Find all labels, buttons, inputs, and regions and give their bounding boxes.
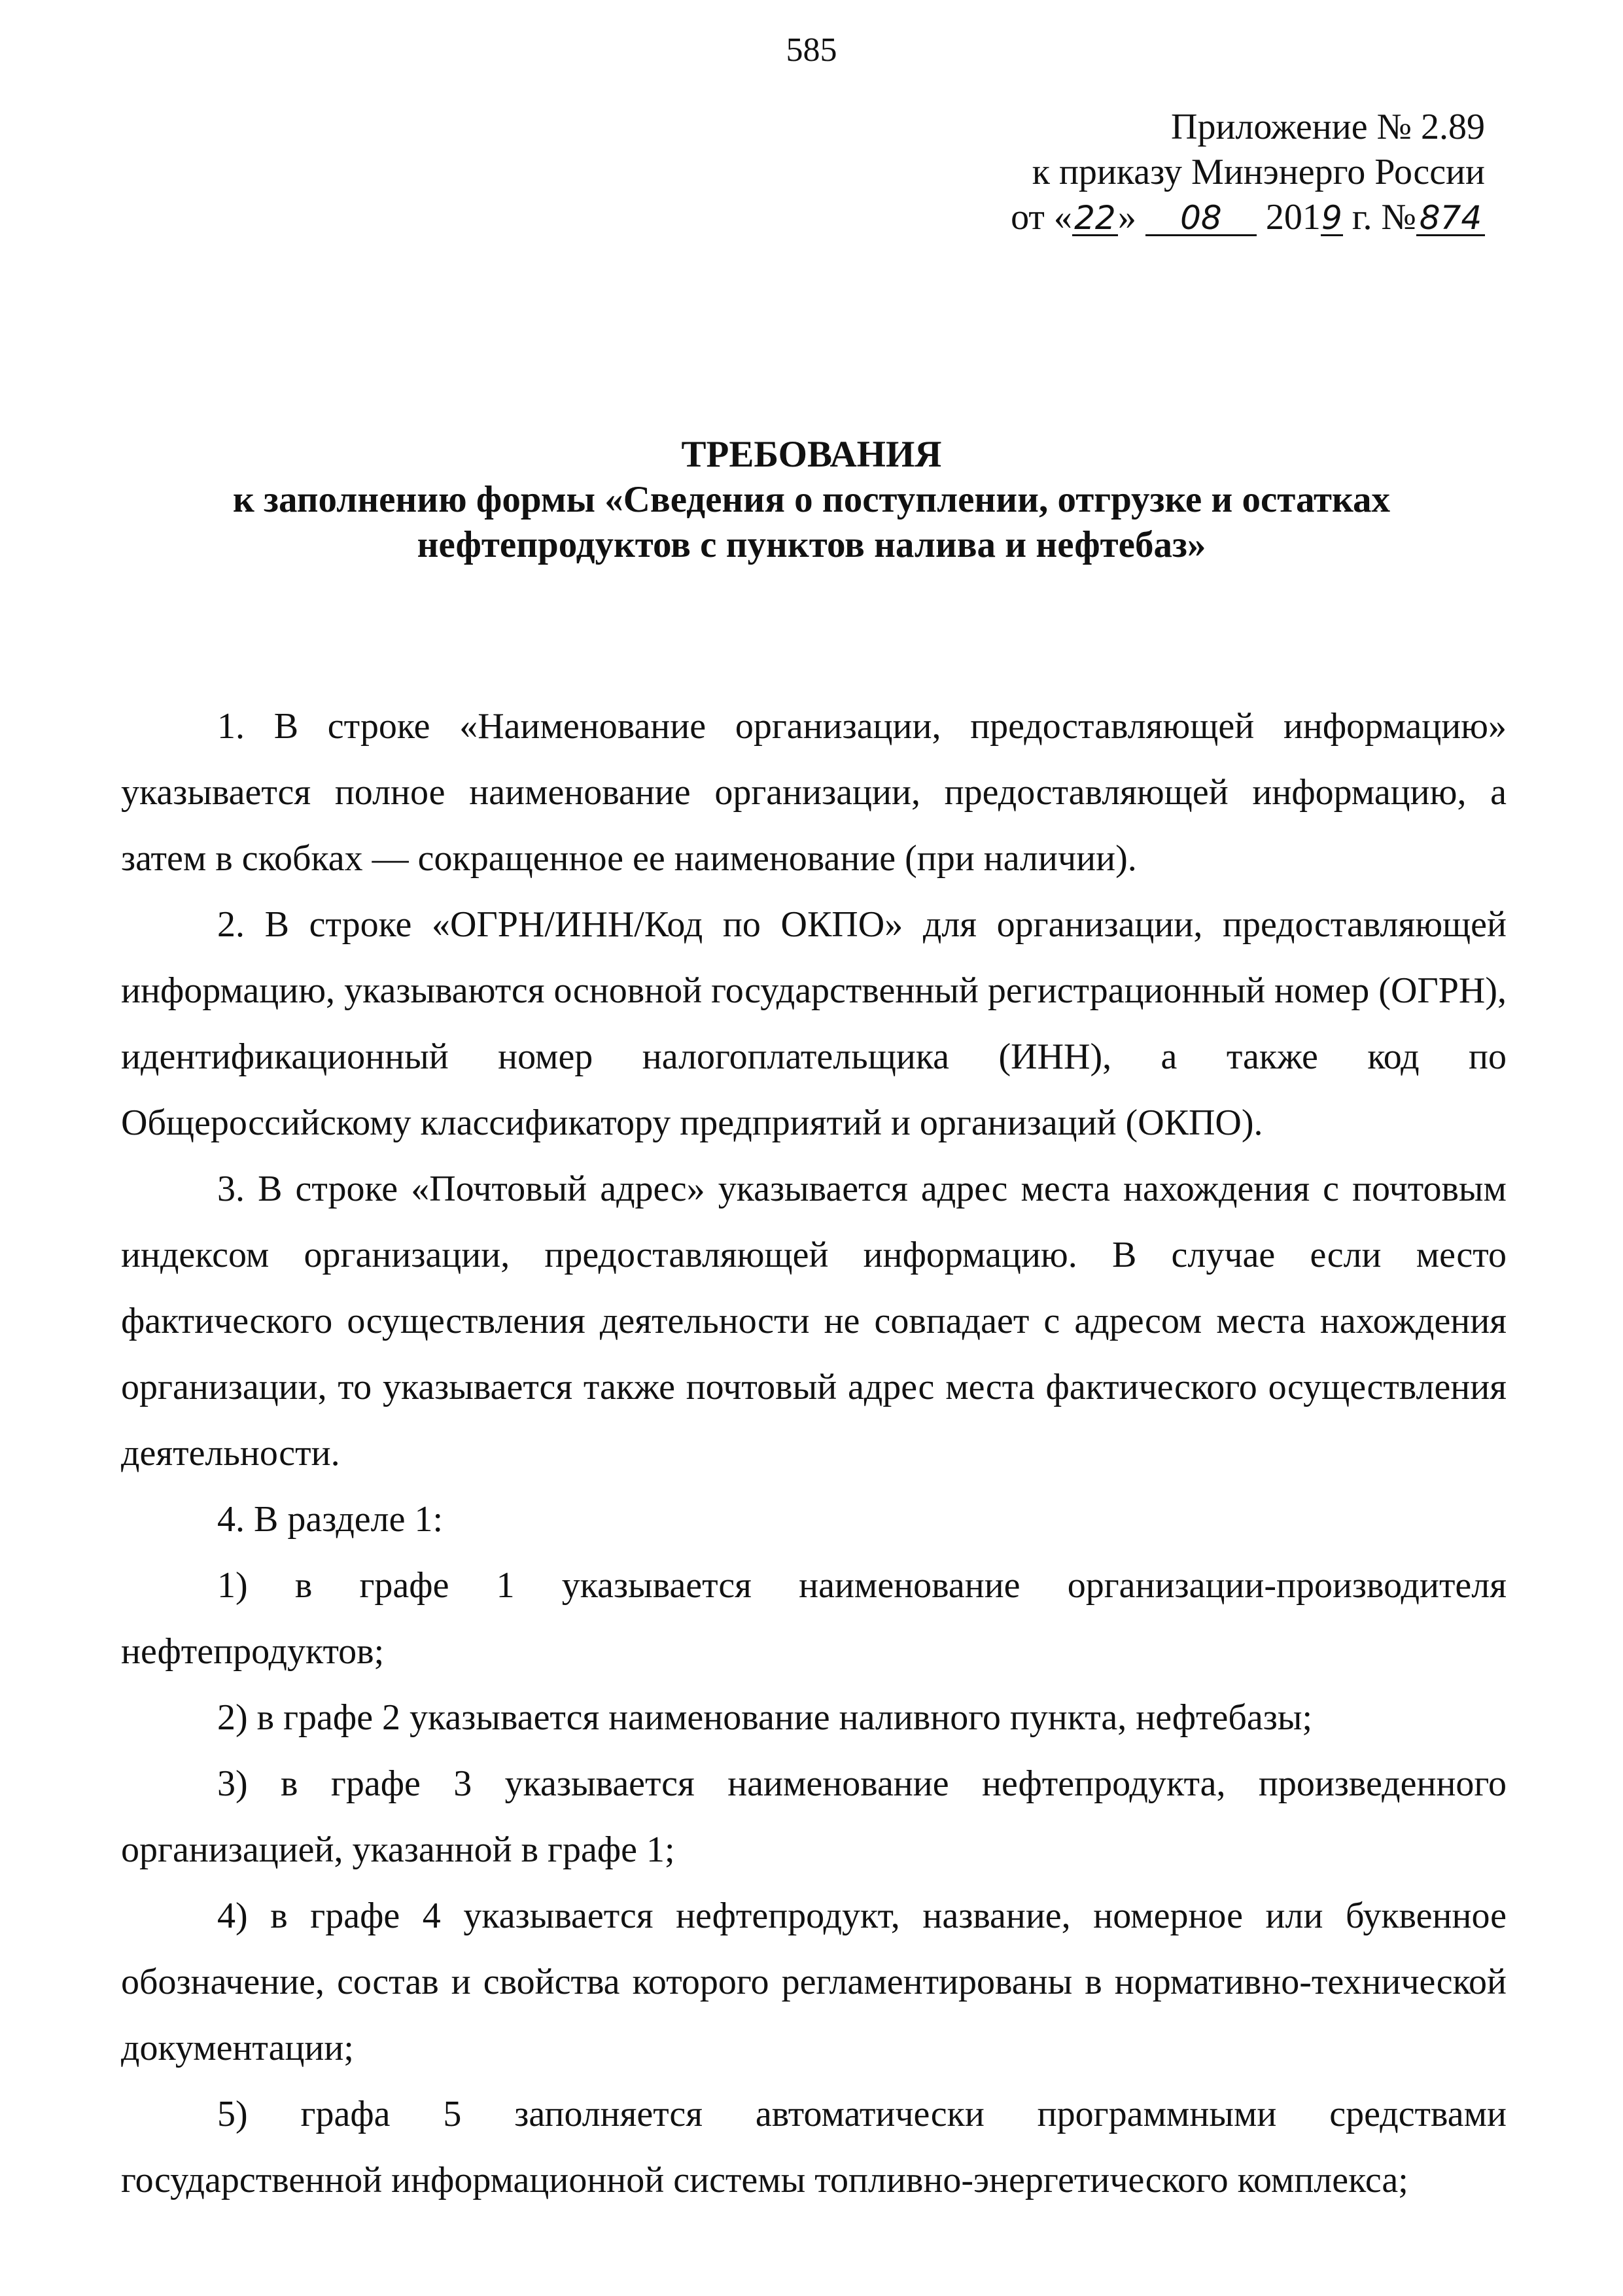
paragraph-4-1: 1) в графе 1 указывается наименование организации-производителя нефтепродуктов; [121,1565,1507,1672]
paragraph-3: 3. В строке «Почтовый адрес» указывается адрес места нахождения с почтовым индексом организации, предоставляющей информацию. В случае если место фактического осуществления деятельности не совпадает с адресом места нахождения организации, то указывается также почтовый адрес места фактического осуществления деятельности. [121,1169,1507,1474]
year-prefix: 201 [1265,197,1321,238]
handwritten-year-digit: 9 [1321,199,1342,237]
year-suffix: г. № [1342,197,1416,238]
heading-title: ТРЕБОВАНИЯ [681,434,942,475]
heading-subtitle-2: нефтепродуктов с пунктов налива и нефтебаз» [417,524,1206,565]
paragraph-1: 1. В строке «Наименование организации, предоставляющей информацию» указывается полное наименование организации, предоставляющей информацию, а затем в скобках — сокращенное ее наименование (при наличии). [121,706,1507,879]
paragraph-4-3: 3) в графе 3 указывается наименование нефтепродукта, произведенного организацией, указанной в графе 1; [121,1763,1507,1870]
date-mid: » [1117,197,1136,238]
paragraph-4: 4. В разделе 1: [217,1499,444,1540]
annex-block [968,105,1485,240]
paragraph-4-2: 2) в графе 2 указывается наименование наливного пункта, нефтебазы; [217,1697,1313,1738]
paragraph-4-5: 5) графа 5 заполняется автоматически программными средствами государственной информационной системы топливно-энергетического комплекса; [121,2094,1507,2200]
document-body [121,694,1507,2214]
handwritten-day: 22 [1072,202,1118,236]
paragraph-2: 2. В строке «ОГРН/ИНН/Код по ОКПО» для организации, предоставляющей информацию, указываются основной государственный регистрационный номер (ОГРН), идентификационный номер налогоплательщика (ИНН), а также код по Общероссийскому классификатору предприятий и организаций (ОКПО). [121,904,1507,1143]
heading-subtitle-1: к заполнению формы «Сведения о поступлении, отгрузке и остатках [232,479,1391,520]
date-prefix: от « [1011,197,1072,238]
annex-order-ref: к приказу Минэнерго России [1032,152,1485,192]
document-heading [118,432,1505,567]
annex-title: Приложение № 2.89 [1171,107,1485,147]
annex-date-line [968,195,1485,240]
handwritten-month: 08 [1145,202,1257,236]
handwritten-order-number: 874 [1416,202,1485,236]
page-number: 585 [786,31,837,69]
paragraph-4-4: 4) в графе 4 указывается нефтепродукт, название, номерное или буквенное обозначение, состав и свойства которого регламентированы в нормативно-технической документации; [121,1896,1507,2068]
